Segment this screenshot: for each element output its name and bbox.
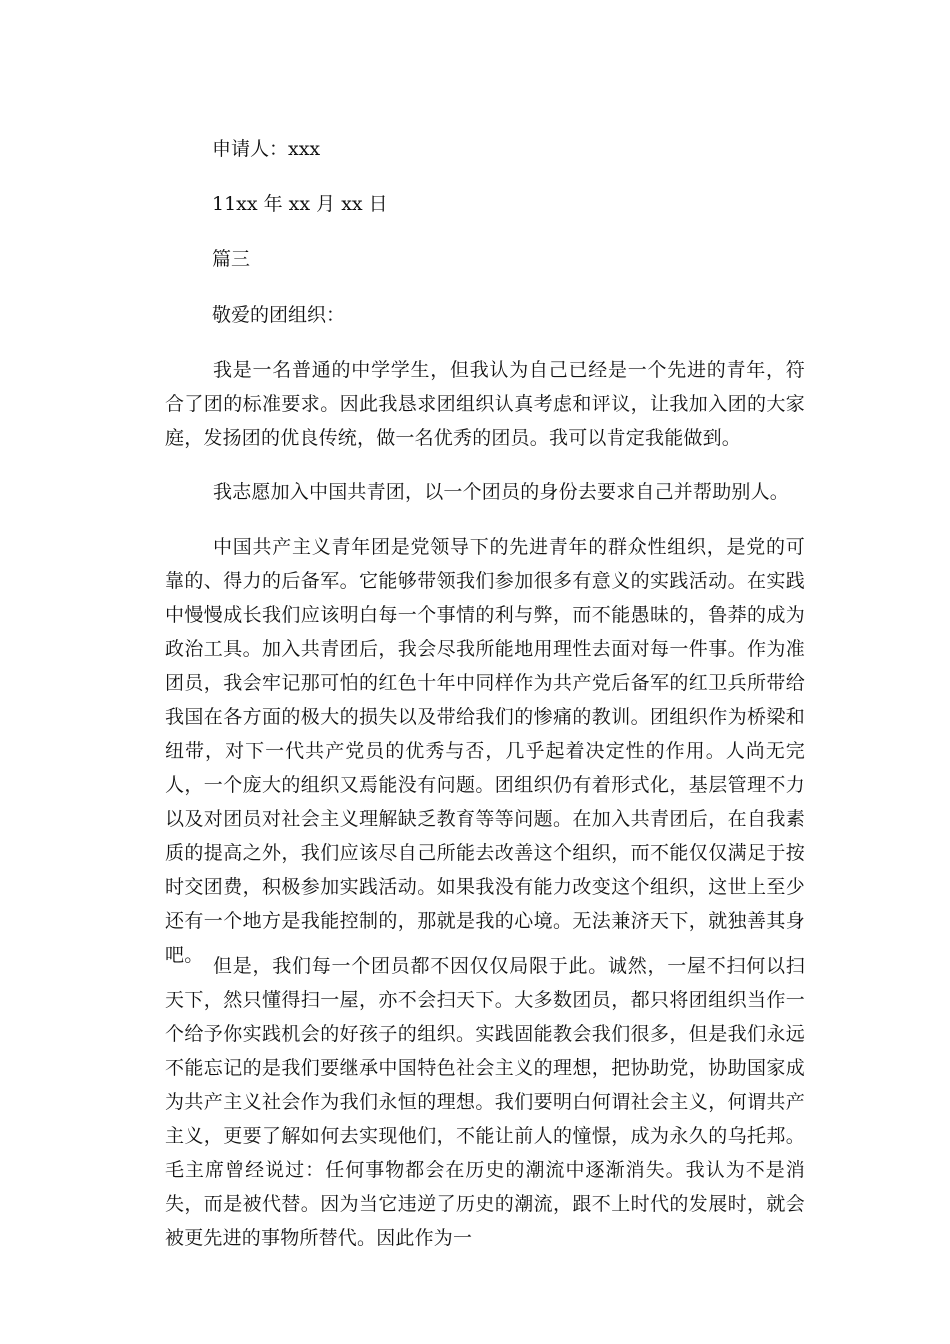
- salutation: 敬爱的团组织：: [212, 304, 346, 326]
- date-line: 11xx 年 xx 月 xx 日: [212, 193, 388, 215]
- paragraph-3: 中国共产主义青年团是党领导下的先进青年的群众性组织，是党的可靠的、得力的后备军。它能够带领我们参加很多有意义的实践活动。在实践中慢慢成长我们应该明白每一个事情的利与弊，而不能愚昧的，鲁莽的成为政治工具。加入共青团后，我会尽我所能地用理性去面对每一件事。作为准团员，我会牢记那可怕的红色十年中同样作为共产党后备军的红卫兵所带给我国在各方面的极大的损失以及带给我们的惨痛的教训。团组织作为桥梁和纽带，对下一代共产党员的优秀与否，几乎起着决定性的作用。人尚无完人，一个庞大的组织又焉能没有问题。团组织仍有着形式化，基层管理不力以及对团员对社会主义理解缺乏教育等等问题。在加入共青团后，在自我素质的提高之外，我们应该尽自己所能去改善这个组织，而不能仅仅满足于按时交团费，积极参加实践活动。如果我没有能力改变这个组织，这世上至少还有一个地方是我能控制的，那就是我的心境。无法兼济天下，就独善其身吧。: [165, 536, 805, 966]
- paragraph-2: 我志愿加入中国共青团，以一个团员的身份去要求自己并帮助别人。: [213, 481, 790, 503]
- section-label: 篇三: [212, 248, 251, 270]
- paragraph-4: 但是，我们每一个团员都不因仅仅局限于此。诚然，一屋不扫何以扫天下，然只懂得扫一屋，亦不会扫天下。大多数团员，都只将团组织当作一个给予你实践机会的好孩子的组织。实践固能教会我们很多，但是我们永远不能忘记的是我们要继承中国特色社会主义的理想，把协助党，协助国家成为共产主义社会作为我们永恒的理想。我们要明白何谓社会主义，何谓共产主义，更要了解如何去实现他们，不能让前人的憧憬，成为永久的乌托邦。毛主席曾经说过：任何事物都会在历史的潮流中逐渐消失。我认为不是消失，而是被代替。因为当它违逆了历史的潮流，跟不上时代的发展时，就会被更先进的事物所替代。因此作为一: [165, 955, 805, 1249]
- paragraph-1: 我是一名普通的中学学生，但我认为自己已经是一个先进的青年，符合了团的标准要求。因此我恳求团组织认真考虑和评议，让我加入团的大家庭，发扬团的优良传统，做一名优秀的团员。我可以肯定我能做到。: [165, 359, 805, 449]
- applicant-line: 申请人：xxx: [212, 138, 321, 160]
